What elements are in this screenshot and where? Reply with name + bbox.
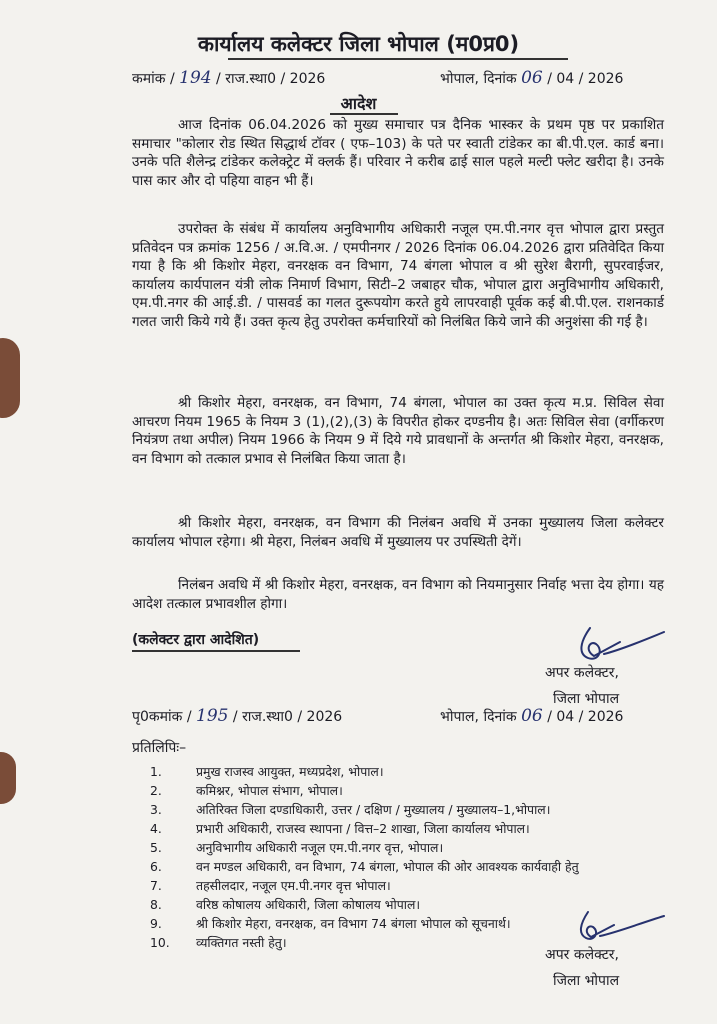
signatory-designation: अपर कलेक्टर, xyxy=(545,665,619,681)
paragraph: आज दिनांक 06.04.2026 को मुख्य समाचार पत्र दैनिक भास्कर के प्रथम पृष्ठ पर प्रकाशित समाचार "कोलार रोड स्थित सिद्धार्थ टॉवर ( एफ–103) के पते पर स्वाती टांडेकर का बी.पी.एल. कार्ड बना। उनके पति शैलेन्द्र टांडेकर कलेक्ट्रेट में क्लर्क हैं। परिवार ने करीब ढाई साल पहले मल्टी फ्लेट खरीदा है। उनके पास कार और दो पहिया वाहन भी हैं। xyxy=(132,117,664,189)
list-item: 7. तहसीलदार, नजूल एम.पी.नगर वृत्त भोपाल। xyxy=(150,878,391,893)
endorsement-date-suffix: / 04 / 2026 xyxy=(547,709,624,725)
signature-block xyxy=(545,660,619,712)
list-item: 1. प्रमुख राजस्व आयुक्त, मध्यप्रदेश, भोपाल। xyxy=(150,764,384,779)
order-ref-number: 194 xyxy=(179,68,212,88)
thumb xyxy=(0,752,16,804)
signatory-location: जिला भोपाल xyxy=(553,691,620,707)
paragraph: उपरोक्त के संबंध में कार्यालय अनुविभागीय अधिकारी नजूल एम.पी.नगर वृत्त भोपाल द्वारा प्रस्तुत प्रतिवेदन पत्र क्रमांक 1256 / अ.वि.अ. / एमपीनगर / 2026 दिनांक 06.04.2026 द्वारा प्रतिवेदित किया गया है कि श्री किशोर मेहरा, वनरक्षक वन विभाग, 74 बंगला भोपाल व श्री सुरेश बैरागी, सुपरवाईजर, कार्यालय कार्यपालन यंत्री लोक निमार्ण विभाग, सिटी–2 जबाहर चौक, भोपाल द्वारा अनुविभागीय अधिकारी, एम.पी.नगर की आई.डी. / पासवर्ड का गलत दुरूपयोग करते हुये लापरवाही पूर्वक कई बी.पी.एल. राशनकार्ड गलत जारी किये गये हैं। उक्त कृत्य हेतु उपरोक्त कर्मचारियों को निलंबित किये जाने की अनुशंसा की गई है। xyxy=(132,221,664,330)
order-date xyxy=(440,68,623,88)
list-item: 5. अनुविभागीय अधिकारी नजूल एम.पी.नगर वृत्त, भोपाल। xyxy=(150,840,444,855)
paragraph: श्री किशोर मेहरा, वनरक्षक, वन विभाग, 74 बंगला, भोपाल का उक्त कृत्य म.प्र. सिविल सेवा आचरण नियम 1965 के नियम 3 (1),(2),(3) के विपरीत होकर दण्डनीय है। अतः सिविल सेवा (वर्गीकरण नियंत्रण तथा अपील) नियम 1966 के नियम 9 में दिये गये प्रावधानों के अन्तर्गत श्री किशोर मेहरा, वनरक्षक, वन विभाग को तत्काल प्रभाव से निलंबित किया जाता है। xyxy=(132,395,664,467)
order-ref: कमांक / 194 / राज.स्था0 / 2026 xyxy=(132,68,326,88)
endorsement-date-prefix: भोपाल, दिनांक xyxy=(440,709,517,725)
list-item: 9. श्री किशोर मेहरा, वनरक्षक, वन विभाग 74 बंगला भोपाल को सूचनार्थ। xyxy=(150,916,511,931)
office-title: कार्यालय कलेक्टर जिला भोपाल (म0प्र0) xyxy=(197,32,520,56)
signatory-location: जिला भोपाल xyxy=(553,973,620,989)
list-item: 10. व्यक्तिगत नस्ती हेतु। xyxy=(150,935,287,950)
signatory-designation: अपर कलेक्टर, xyxy=(545,947,619,963)
order-ref-suffix: राज.स्था0 / 2026 xyxy=(225,71,326,87)
title-underline xyxy=(228,58,568,60)
order-date-suffix: / 04 / 2026 xyxy=(547,71,624,87)
order-ref-prefix: कमांक xyxy=(132,71,166,87)
list-item: 6. वन मण्डल अधिकारी, वन विभाग, 74 बंगला, भोपाल की ओर आवश्यक कार्यवाही हेतु xyxy=(150,859,579,874)
list-item: 4. प्रभारी अधिकारी, राजस्व स्थापना / वित्त–2 शाखा, जिला कार्यालय भोपाल। xyxy=(150,821,530,836)
paragraph: श्री किशोर मेहरा, वनरक्षक, वन विभाग की निलंबन अवधि में उनका मुख्यालय जिला कलेक्टर कार्यालय भोपाल रहेगा। श्री मेहरा, निलंबन अवधि में मुख्यालय पर उपस्थिती देगें। xyxy=(132,515,664,550)
endorsement-ref-suffix: राज.स्था0 / 2026 xyxy=(242,709,343,725)
heading-underline xyxy=(330,113,398,115)
thumb xyxy=(0,338,20,418)
ordered-by-underline xyxy=(132,650,300,652)
signature-block-bottom xyxy=(545,942,619,994)
endorsement-date-day: 06 xyxy=(521,706,543,726)
ordered-by: (कलेक्टर द्वारा आदेशित) xyxy=(132,632,260,648)
list-item: 8. वरिष्ठ कोषालय अधिकारी, जिला कोषालय भोपाल। xyxy=(150,897,421,912)
cc-label: प्रतिलिपिः– xyxy=(132,740,187,756)
endorsement-ref: पृ0कमांक / 195 / राज.स्था0 / 2026 xyxy=(132,706,343,726)
order-date-day: 06 xyxy=(521,68,543,88)
list-item: 2. कमिश्नर, भोपाल संभाग, भोपाल। xyxy=(150,783,343,798)
endorsement-ref-prefix: पृ0कमांक xyxy=(132,709,183,725)
endorsement-date xyxy=(440,706,623,726)
endorsement-ref-number: 195 xyxy=(196,706,229,726)
order-heading: आदेश xyxy=(340,94,377,113)
paragraph: निलंबन अवधि में श्री किशोर मेहरा, वनरक्षक, वन विभाग को नियमानुसार निर्वाह भत्ता देय होगा। यह आदेश तत्काल प्रभावशील होगा। xyxy=(132,577,664,612)
order-date-prefix: भोपाल, दिनांक xyxy=(440,71,517,87)
list-item: 3. अतिरिक्त जिला दण्डाधिकारी, उत्तर / दक्षिण / मुख्यालय / मुख्यालय–1,भोपाल। xyxy=(150,802,551,817)
